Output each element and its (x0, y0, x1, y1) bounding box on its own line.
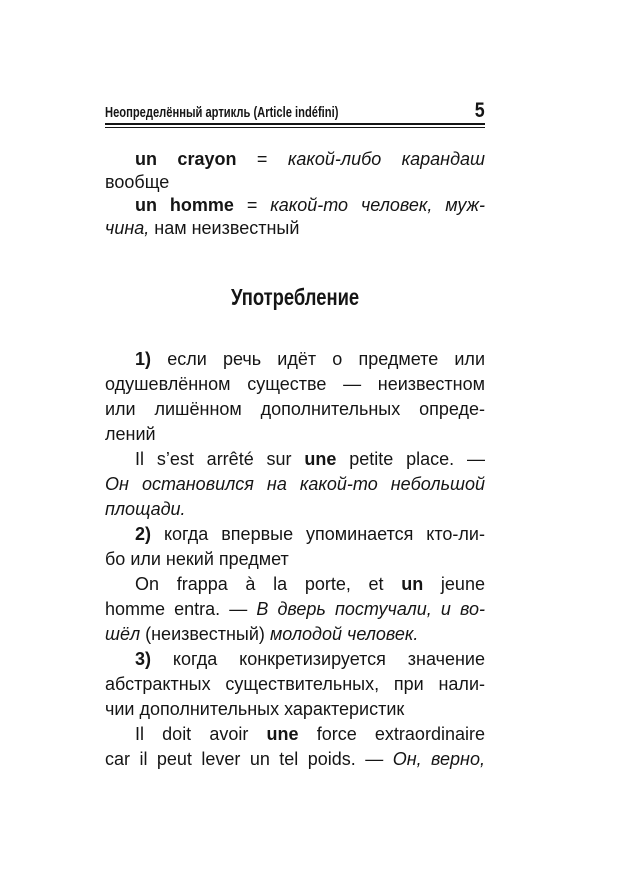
section-heading (105, 283, 485, 311)
rule-text: или лишённом дополнительных опреде- (105, 399, 485, 419)
rule-number: 1) (135, 349, 152, 369)
french-term: un crayon (135, 149, 237, 169)
rule-line (105, 547, 485, 572)
rule-text: если речь идёт о предмете или (167, 349, 485, 369)
header-rule-thick (105, 123, 485, 125)
french-example: homme entra. — (105, 599, 248, 619)
rule-text: чии дополнительных характеристик (105, 699, 405, 719)
rule-line (105, 672, 485, 697)
intro-example-line (105, 148, 485, 171)
example-line (105, 622, 485, 647)
french-example: petite place. — (349, 449, 485, 469)
article-highlight: une (304, 449, 337, 469)
french-example: jeune (440, 574, 485, 594)
french-term: un homme (135, 195, 234, 215)
french-example: Il doit avoir (135, 724, 249, 744)
rule-line (105, 422, 485, 447)
header-rule-thin (105, 127, 485, 128)
russian-translation: Он остановился на какой-то небольшой (105, 474, 485, 494)
rule-text: одушевлённом существе — неизвестном (105, 374, 485, 394)
russian-translation: шёл (105, 624, 141, 644)
example-line (105, 472, 485, 497)
section-heading-text: Употребление (230, 284, 360, 310)
rule-number: 2) (135, 524, 152, 544)
rule-line (105, 697, 485, 722)
rule-text: когда впервые упоминается кто-ли- (163, 524, 485, 544)
example-line (105, 597, 485, 622)
russian-translation: молодой человек. (269, 624, 419, 644)
running-head (105, 101, 485, 123)
rule-line (105, 372, 485, 397)
example-line (105, 572, 485, 597)
russian-gloss: чина, (105, 218, 150, 238)
russian-translation: площади. (105, 499, 186, 519)
gloss-continuation: нам неизвестный (154, 218, 300, 238)
example-line (105, 447, 485, 472)
usage-rules (105, 347, 485, 772)
french-example: force extraordinaire (316, 724, 485, 744)
russian-translation: В дверь постучали, и во- (256, 599, 485, 619)
rule-line (105, 647, 485, 672)
rule-text: когда конкретизируется значение (172, 649, 485, 669)
example-line (105, 747, 485, 772)
french-example: On frappa à la porte, et (135, 574, 384, 594)
french-example: car il peut lever un tel poids. — (105, 749, 384, 769)
intro-example-line (105, 171, 485, 194)
example-line (105, 497, 485, 522)
page-number: 5 (475, 99, 485, 122)
running-head-title: Неопределённый артикль (Article indéfini) (105, 105, 339, 121)
rule-text: абстрактных существительных, при нали- (105, 674, 485, 694)
russian-gloss: какой-либо карандаш (287, 149, 485, 169)
russian-translation: Он, верно, (392, 749, 485, 769)
rule-text: бо или некий предмет (105, 549, 289, 569)
russian-gloss: какой-то человек, муж- (270, 195, 485, 215)
french-example: Il s’est arrêté sur (135, 449, 292, 469)
article-highlight: une (266, 724, 299, 744)
example-line (105, 722, 485, 747)
equals-sign: = (246, 195, 258, 215)
equals-sign: = (256, 149, 268, 169)
rule-text: лений (105, 424, 156, 444)
gloss-continuation: вообще (105, 172, 170, 192)
intro-examples (105, 148, 485, 240)
intro-example-line (105, 217, 485, 240)
article-highlight: un (401, 574, 424, 594)
rule-line (105, 397, 485, 422)
rule-number: 3) (135, 649, 152, 669)
rule-line (105, 347, 485, 372)
intro-example-line (105, 194, 485, 217)
translation-note: (неизвестный) (145, 624, 265, 644)
rule-line (105, 522, 485, 547)
